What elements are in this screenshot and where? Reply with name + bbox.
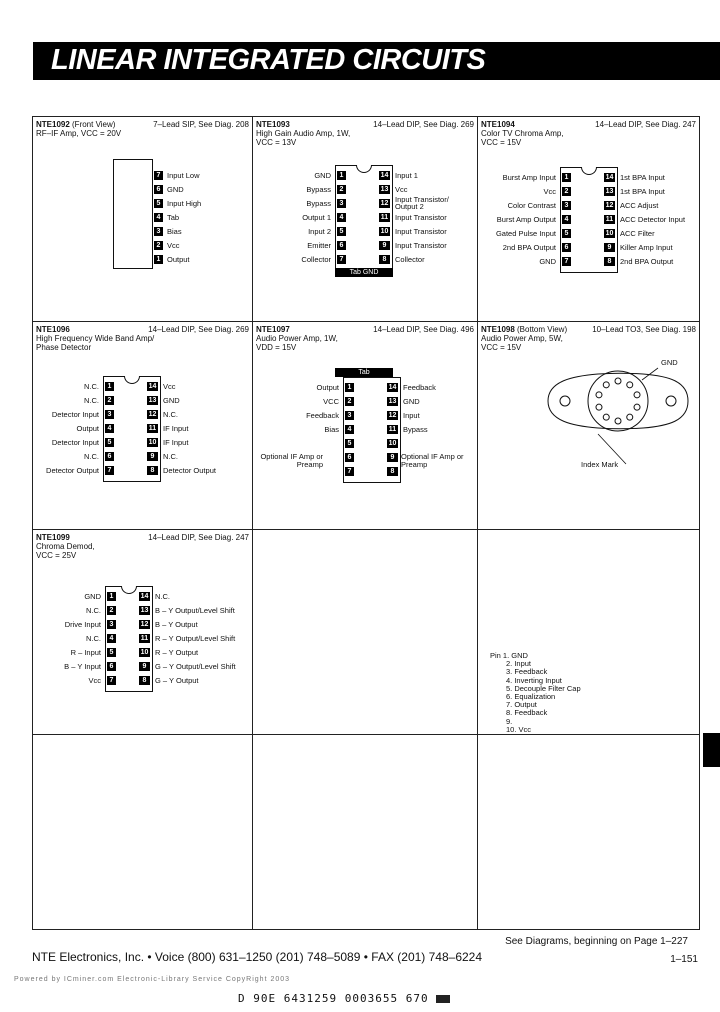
pin-number: 13 <box>140 607 149 614</box>
part-number: NTE1094 <box>481 120 515 129</box>
pin-number: 1 <box>105 382 114 391</box>
pin-label: Bypass <box>403 425 428 434</box>
pin-label: IF Input <box>163 438 189 447</box>
pin-number: 14 <box>148 383 157 390</box>
pin-label: Drive Input <box>64 620 101 629</box>
pin1-notch <box>581 167 597 175</box>
pin-label: Output <box>167 255 190 264</box>
pin-number: 11 <box>140 635 149 642</box>
pin-number: 11 <box>388 426 397 433</box>
pin-number: 5 <box>105 438 114 447</box>
pin-number: 9 <box>147 452 158 461</box>
to3-pin <box>596 392 602 398</box>
mount-hole-left <box>560 396 570 406</box>
to3-pin <box>634 404 640 410</box>
pin-label: B – Y Input <box>64 662 101 671</box>
pin-number: 12 <box>605 202 614 209</box>
part-number: NTE1096 <box>36 325 70 334</box>
pin-label: Feedback <box>403 383 436 392</box>
component-grid <box>32 116 700 930</box>
pin-label: Bypass <box>306 185 331 194</box>
to3-pin <box>627 414 633 420</box>
pin-number: 14 <box>140 593 149 600</box>
pin-label: Killer Amp Input <box>620 243 673 252</box>
pin-label: R – Y Output/Level Shift <box>155 634 236 643</box>
supply-voltage: VCC = 15V <box>481 343 522 352</box>
footer-company-contact: NTE Electronics, Inc. • Voice (800) 631–1250 (201) 748–5089 • FAX (201) 748–6224 <box>32 950 483 964</box>
pin-number: 3 <box>105 410 114 419</box>
pin-label: Input 1 <box>395 171 418 180</box>
pin-label: Vcc <box>167 241 180 250</box>
pin-list-item: 9. <box>506 716 513 726</box>
part-description: High Gain Audio Amp, 1W, <box>256 129 351 138</box>
pin-number: 1 <box>337 171 346 180</box>
supply-voltage: VCC = 15V <box>481 138 522 147</box>
tab-gnd-label: Tab GND <box>335 268 393 277</box>
part-number: NTE1093 <box>256 120 290 129</box>
pin-label: GND <box>84 592 101 601</box>
pin-label: Input <box>403 411 420 420</box>
pin-label: R – Y Output <box>155 648 199 657</box>
view-note: (Bottom View) <box>514 325 568 334</box>
pin-label: N.C. <box>86 606 101 615</box>
package-note: 14–Lead DIP, See Diag. 269 <box>373 120 474 129</box>
package-note: 14–Lead DIP, See Diag. 269 <box>148 325 249 334</box>
pin-list-item: 7. Output <box>506 700 537 710</box>
pin-label: GND <box>167 185 184 194</box>
pin-label: G – Y Output <box>155 676 199 685</box>
to3-can <box>588 371 648 431</box>
pin-number: 11 <box>605 216 614 223</box>
pin-number: 10 <box>605 230 614 237</box>
pin-label: B – Y Output <box>155 620 198 629</box>
pin-number: 14 <box>388 384 397 391</box>
page-number: 1–151 <box>670 954 698 965</box>
pin-label: 1st BPA Input <box>620 187 665 196</box>
part-number: NTE1098 <box>481 325 515 334</box>
pin-number: 2 <box>337 185 346 194</box>
pin-number: 10 <box>380 228 389 235</box>
pin-list-item: 4. Inverting Input <box>506 675 562 685</box>
pin-label: Bypass <box>306 199 331 208</box>
catalog-code-line <box>238 992 450 1005</box>
pin-number: 12 <box>388 412 397 419</box>
pin-list <box>490 652 581 734</box>
pin-label: Detector Input <box>51 438 99 447</box>
pin-number: 6 <box>337 241 346 250</box>
pin-label: Vcc <box>395 185 408 194</box>
pin-number: 2 <box>562 187 571 196</box>
pin-number: 3 <box>562 201 571 210</box>
supply-voltage: VCC = 25V <box>36 551 77 560</box>
pin-list-item: 5. Decouple Filter Cap <box>506 683 581 693</box>
pin-number: 4 <box>105 424 114 433</box>
pin-number: 6 <box>345 453 354 462</box>
pin-label: Input Transistor <box>395 227 447 236</box>
pin-number: 2 <box>345 397 354 406</box>
pin-label: Input Transistor/ Output 2 <box>395 195 449 211</box>
pin-number: 6 <box>107 662 116 671</box>
pin-number: 7 <box>105 466 114 475</box>
to3-package-drawing <box>538 356 698 476</box>
cell-nte1093 <box>253 117 477 321</box>
to3-pin <box>615 378 621 384</box>
pin-number: 6 <box>105 452 114 461</box>
pin-number: 1 <box>345 383 354 392</box>
pin-label: Input Transistor <box>395 241 447 250</box>
pin-label: R – Input <box>70 648 101 657</box>
pin-number: 7 <box>107 676 116 685</box>
pin-label: N.C. <box>163 410 178 419</box>
pin-label: N.C. <box>84 396 99 405</box>
pin-number: 4 <box>107 634 116 643</box>
pin-label: Output <box>316 383 339 392</box>
pin-label: Burst Amp Output <box>496 215 556 224</box>
pin-label: VCC <box>323 397 339 406</box>
pin-label: N.C. <box>163 452 178 461</box>
part-description: Audio Power Amp, 1W, <box>256 334 338 343</box>
pin-number: 10 <box>148 439 157 446</box>
pin-label: Vcc <box>163 382 176 391</box>
pin-number: 6 <box>154 185 163 194</box>
pin1-notch <box>356 165 372 173</box>
pin-number: 13 <box>148 397 157 404</box>
pin-label: ACC Detector Input <box>620 215 686 224</box>
pin-number: 5 <box>337 227 346 236</box>
pin-label: 2nd BPA Output <box>502 243 556 252</box>
index-mark-callout: Index Mark <box>581 460 619 469</box>
part-number: NTE1092 <box>36 120 70 129</box>
catalog-code: D 90E 6431259 0003655 670 <box>238 992 429 1005</box>
to3-outline <box>548 373 688 429</box>
pin-number: 10 <box>388 440 397 447</box>
pin-label: Output <box>76 424 99 433</box>
pin-label: Detector Input <box>51 410 99 419</box>
view-note: (Front View) <box>69 120 116 129</box>
pin-number: 4 <box>337 213 346 222</box>
pin-label: GND <box>539 257 556 266</box>
cell-nte1099 <box>33 530 252 734</box>
pin-label: Detector Output <box>46 466 99 475</box>
pin-number: 7 <box>337 255 346 264</box>
pin-label: Input High <box>167 199 202 208</box>
pin-number: 8 <box>387 467 398 476</box>
section-thumb-tab <box>703 733 720 767</box>
cell-nte1094 <box>478 117 699 321</box>
pin-number: 12 <box>140 621 149 628</box>
pin-number: 8 <box>379 255 390 264</box>
pin-label: Input 2 <box>308 227 331 236</box>
pin-number: 5 <box>107 648 116 657</box>
pin-number: 5 <box>154 199 163 208</box>
see-diagrams-note: See Diagrams, beginning on Page 1–227 <box>505 936 688 947</box>
pin-number: 8 <box>139 676 150 685</box>
pin-list-item: 3. Feedback <box>506 667 548 677</box>
pin-label: ACC Filter <box>620 229 655 238</box>
pin-label: GND <box>163 396 180 405</box>
cell-nte1098 <box>478 322 699 734</box>
optional-if-amp-left: Optional IF Amp or Preamp <box>260 452 323 469</box>
pin-number: 4 <box>154 213 163 222</box>
part-description: Chroma Demod, <box>36 542 95 551</box>
part-description: RF–IF Amp, VCC = 20V <box>36 129 122 138</box>
cell-nte1092 <box>33 117 252 321</box>
part-description-2: Phase Detector <box>36 343 92 352</box>
pin-label: Vcc <box>88 676 101 685</box>
pin-number: 9 <box>604 243 615 252</box>
pin-label: Bias <box>167 227 182 236</box>
pin-label: Vcc <box>543 187 556 196</box>
to3-pin <box>596 404 602 410</box>
code-block <box>436 995 450 1003</box>
pin-number: 4 <box>345 425 354 434</box>
pin1-notch <box>121 586 137 594</box>
pin-number: 1 <box>562 173 571 182</box>
to3-pin <box>627 382 633 388</box>
pin-number: 1 <box>107 592 116 601</box>
pin-number: 9 <box>387 453 398 462</box>
package-note: 10–Lead TO3, See Diag. 198 <box>592 325 696 334</box>
pin-number: 6 <box>562 243 571 252</box>
mount-hole-right <box>666 396 676 406</box>
pin-number: 4 <box>562 215 571 224</box>
pin-number: 5 <box>345 439 354 448</box>
part-number: NTE1097 <box>256 325 290 334</box>
pin-list-item: Pin 1. GND <box>490 651 528 660</box>
pin-list-item: 6. Equalization <box>506 692 556 702</box>
part-description: Audio Power Amp, 5W, <box>481 334 563 343</box>
package-note: 14–Lead DIP, See Diag. 496 <box>373 325 474 334</box>
pin-label: ACC Adjust <box>620 201 659 210</box>
tab-label: Tab <box>335 368 393 377</box>
optional-if-amp-right: Optional IF Amp or Preamp <box>401 452 464 469</box>
pin-number: 14 <box>380 172 389 179</box>
pin-label: Collector <box>395 255 425 264</box>
pin-number: 13 <box>605 188 614 195</box>
pin-label: Burst Amp Input <box>502 173 556 182</box>
pin-number: 8 <box>147 466 158 475</box>
package-note: 14–Lead DIP, See Diag. 247 <box>595 120 696 129</box>
pin-number: 1 <box>154 255 163 264</box>
package-note: 14–Lead DIP, See Diag. 247 <box>148 533 249 542</box>
supply-voltage: VCC = 13V <box>256 138 297 147</box>
pin-number: 7 <box>154 171 163 180</box>
pin-label: Output 1 <box>302 213 331 222</box>
pin-label: Input Transistor <box>395 213 447 222</box>
pin-number: 2 <box>154 241 163 250</box>
pin-number: 13 <box>388 398 397 405</box>
pin-label: Detector Output <box>163 466 216 475</box>
sip-package <box>113 159 153 269</box>
pin-label: Collector <box>301 255 331 264</box>
pin-number: 12 <box>380 200 389 207</box>
pin-label: N.C. <box>86 634 101 643</box>
pin-number: 11 <box>148 425 157 432</box>
pin-number: 12 <box>148 411 157 418</box>
pin-number: 9 <box>139 662 150 671</box>
pin-label: Color Contrast <box>507 201 556 210</box>
part-description: High Frequency Wide Band Amp/ <box>36 334 155 343</box>
pin-label: N.C. <box>155 592 170 601</box>
pin-label: 2nd BPA Output <box>620 257 674 266</box>
pin-number: 5 <box>562 229 571 238</box>
pin-number: 8 <box>604 257 615 266</box>
pin1-notch <box>124 376 140 384</box>
pin-number: 14 <box>605 174 614 181</box>
to3-pin <box>603 382 609 388</box>
part-number: NTE1099 <box>36 533 70 542</box>
pin-number: 13 <box>380 186 389 193</box>
pin-label: Tab <box>167 213 180 222</box>
pin-list-item: 8. Feedback <box>506 708 548 718</box>
pin-label: Feedback <box>306 411 339 420</box>
pin-label: GND <box>314 171 331 180</box>
pin-number: 3 <box>345 411 354 420</box>
pin-number: 9 <box>379 241 390 250</box>
pin-label: N.C. <box>84 382 99 391</box>
pin-number: 2 <box>105 396 114 405</box>
to3-pin <box>615 418 621 424</box>
pin-label: IF Input <box>163 424 189 433</box>
cell-nte1097 <box>253 322 477 529</box>
pin-list-item: 2. Input <box>506 659 532 669</box>
pin-label: G – Y Output/Level Shift <box>155 662 236 671</box>
pin-label: N.C. <box>84 452 99 461</box>
pin-number: 3 <box>337 199 346 208</box>
pin-label: 1st BPA Input <box>620 173 665 182</box>
title-banner <box>33 42 720 80</box>
pin-label: GND <box>403 397 420 406</box>
pin-number: 3 <box>107 620 116 629</box>
pin-label: Input Low <box>167 171 200 180</box>
pin-label: Bias <box>324 425 339 434</box>
page-title: LINEAR INTEGRATED CIRCUITS <box>51 44 486 76</box>
to3-pin <box>603 414 609 420</box>
pin-number: 2 <box>107 606 116 615</box>
gnd-callout: GND <box>661 358 678 367</box>
scan-watermark: Powered by ICminer.com Electronic-Library Service CopyRight 2003 <box>14 976 291 983</box>
pin-number: 11 <box>380 214 389 221</box>
pin-number: 7 <box>345 467 354 476</box>
pin-label: Emitter <box>307 241 331 250</box>
cell-nte1096 <box>33 322 252 529</box>
package-note: 7–Lead SIP, See Diag. 208 <box>153 120 249 129</box>
pin-number: 3 <box>154 227 163 236</box>
to3-pin <box>634 392 640 398</box>
pin-label: Gated Pulse Input <box>495 229 556 238</box>
pin-number: 7 <box>562 257 571 266</box>
supply-voltage: VDD = 15V <box>256 343 297 352</box>
pin-label: B – Y Output/Level Shift <box>155 606 235 615</box>
part-description: Color TV Chroma Amp, <box>481 129 564 138</box>
pin-list-item: 10. Vcc <box>506 724 532 734</box>
grid-divider <box>33 734 699 735</box>
pin-number: 10 <box>140 649 149 656</box>
